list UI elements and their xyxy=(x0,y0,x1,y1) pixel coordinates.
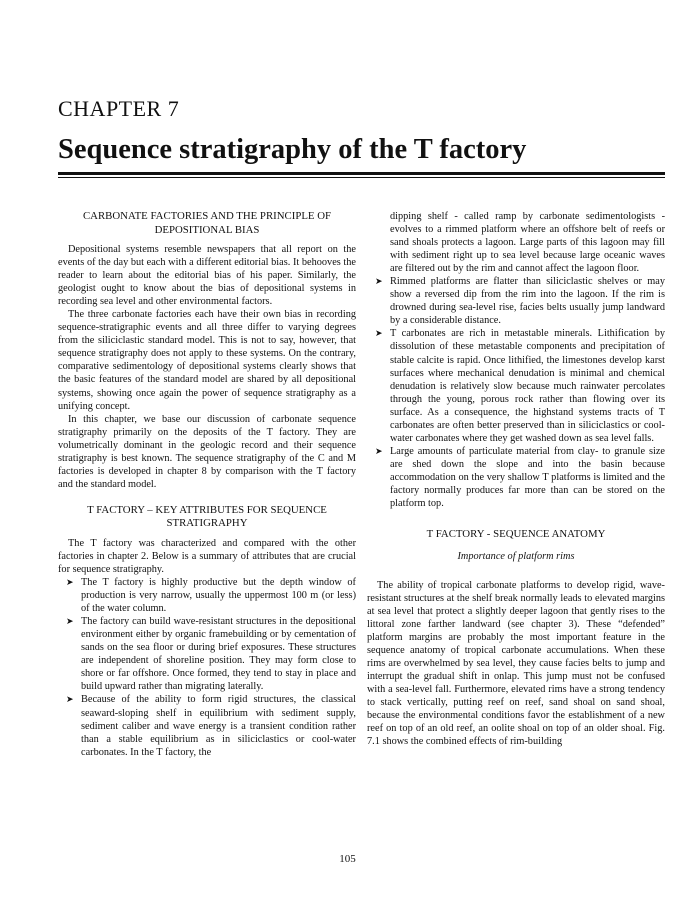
paragraph: The three carbonate factories each have their own bias in recording sequence-stratigraphic events and all three differ to varying degrees from the siliciclastic standard model. This is not to say, however, that sequence stratigraphy does not apply to these systems. On the contrary, comparative sedimentology of depositional systems clearly shows that the basic features of the standard model are shared by all depositional systems, showing once again the power of sequence stratigraphy as a unifying concept. xyxy=(58,309,356,412)
list-item: ➤ The T factory is highly productive but the depth window of production is very narrow, usually the uppermost 100 m (or less) of the water column. xyxy=(66,577,356,615)
chapter-label: CHAPTER 7 xyxy=(58,96,180,121)
bullet-arrow-icon: ➤ xyxy=(66,694,74,705)
list-item: ➤ T carbonates are rich in metastable minerals. Lithification by dissolution of these metastable components and precipitation of stable calcite is rapid. Once lithified, the limestones develop karst surfaces where mechanical denudation is minimal and chemical denudation is relatively slow because much rainwater percolates through the young, porous rock rather than flowing over its surface. As a consequence, the highstand systems tracts of T carbonates are often better preserved than in siliciclastics or cool-water carbonates where they get washed down as sea level falls. xyxy=(375,328,665,444)
paragraph: The ability of tropical carbonate platforms to develop rigid, wave-resistant structures at the shelf break normally leads to elevated margins at sea level that protect a slightly deeper lagoon that gently rises to the littoral zone farther landward (see chapter 3). These “defended” platform margins are probably the most important feature in the sequence anatomy of tropical carbonate accumulations. When these rims are overwhelmed by sea level, they cause facies belts to jump and interrupt the gradual shift in onlap. This jump must not be confused with a sea-level fall. Furthermore, elevated rims have a strong tendency to stack vertically, putting reef on reef, sand shoal on sand shoal, because the environmental conditions favor the establishment of a new reef on top of an old reef, an oolite shoal on top of an older shoal. Fig. 7.1 shows the combined effects of rim-building xyxy=(367,579,665,748)
section-heading-key-attributes: T FACTORY – KEY ATTRIBUTES FOR SEQUENCE STRATIGRAPHY xyxy=(87,503,327,530)
bullet-arrow-icon: ➤ xyxy=(375,445,383,456)
list-item: ➤ The factory can build wave-resistant structures in the depositional environment either by organic framebuilding or by cementation of sands on the sea floor or during brief exposures. These structures are independent of shoreline position. They may form close to shore or far offshore. Once formed, they tend to stay in place and build upward rather than migrating laterally. xyxy=(66,616,356,693)
chapter-title: Sequence stratigraphy of the T factory xyxy=(58,134,527,165)
section-heading-carbonate-factories: CARBONATE FACTORIES AND THE PRINCIPLE OF DEPOSITIONAL BIAS xyxy=(82,210,332,236)
bullet-arrow-icon: ➤ xyxy=(375,328,383,339)
section-heading-sequence-anatomy: T FACTORY - SEQUENCE ANATOMY xyxy=(426,528,606,541)
list-item: ➤ Large amounts of particulate material from clay- to granule size are shed down the slope and into the basin because accommodation on the very shallow T platforms is limited and the factory normally produces far more than can be stored on the platform top. xyxy=(375,445,665,510)
subsection-heading-platform-rims: Importance of platform rims xyxy=(457,550,575,562)
paragraph: In this chapter, we base our discussion of carbonate sequence stratigraphy primarily on the deposits of the T factory. They are volumetrically dominant in the geologic record and their sequence stratigraphy is best known. The sequence stratigraphy of the C and M factories is developed in chapter 8 by comparison with the T factory and the standard model. xyxy=(58,413,356,490)
paragraph: Depositional systems resemble newspapers that all report on the events of the day but each with a different editorial bias. It behooves the reader to learn about the editorial bias of his paper. Similarly, the geologist ought to know about the bias of depositional systems in recording sea level and other environmental factors. xyxy=(58,244,356,308)
page-number: 105 xyxy=(339,853,356,865)
bullet-arrow-icon: ➤ xyxy=(66,616,74,627)
title-rule-thick xyxy=(58,172,665,175)
list-item-continuation: dipping shelf - called ramp by carbonate sedimentologists - evolves to a rimmed platform where an offshore belt of reefs or sand shoals protects a lagoon. Large parts of this lagoon may fill with sediment right up to sea level because large oceanic waves are filtered out by the rim and cannot affect the lagoon floor. xyxy=(390,211,665,275)
list-item: ➤ Because of the ability to form rigid structures, the classical seaward-sloping shelf in equilibrium with sediment supply, sediment caliber and wave energy is a transient condition rather than a stable equilibrium as in siliciclastics or cool-water carbonates. In the T factory, the xyxy=(66,694,356,758)
left-column xyxy=(58,210,356,759)
paragraph: The T factory was characterized and compared with the other factories in chapter 2. Below is a summary of attributes that are crucial for sequence stratigraphy. xyxy=(58,537,356,575)
right-column xyxy=(367,210,665,748)
bullet-arrow-icon: ➤ xyxy=(66,577,74,588)
title-rule-thin xyxy=(58,177,665,178)
bullet-arrow-icon: ➤ xyxy=(375,276,383,287)
attribute-list xyxy=(58,576,356,759)
attribute-list-continued xyxy=(367,275,665,510)
list-item: ➤ Rimmed platforms are flatter than siliciclastic shelves or may show a reversed dip from the rim into the lagoon. If the rim is drowned during sea-level rise, facies belts usually jump landward by a considerable distance. xyxy=(375,276,665,327)
